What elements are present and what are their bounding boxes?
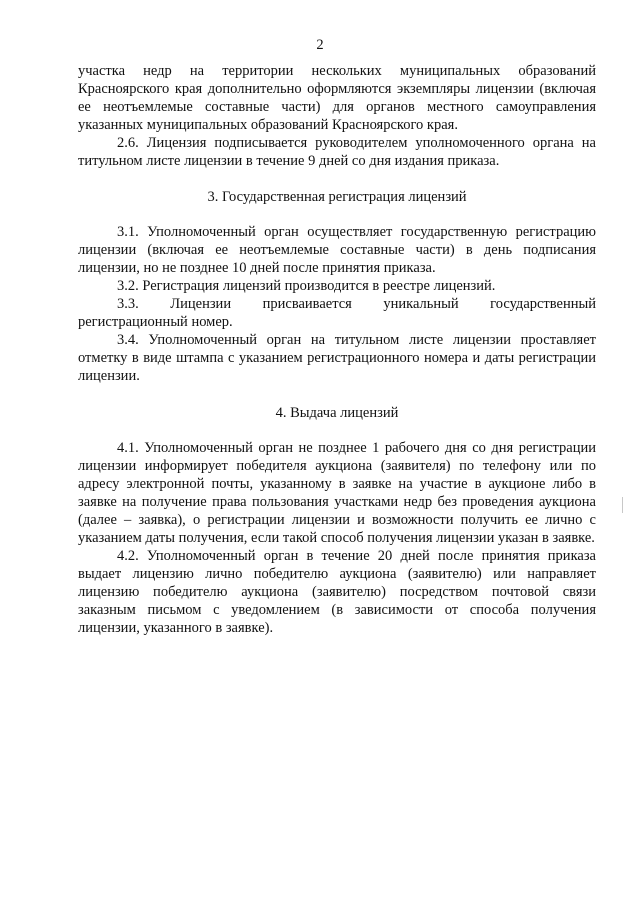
section-3-heading: 3. Государственная регистрация лицензий [207,189,467,205]
paragraph-4-1: 4.1. Уполномоченный орган не позднее 1 рабочего дня со дня регистрации лицензии информирует победителя аукциона (заявителя) по телефону или по адресу электронной почты, указанному в заявке на участие в аукционе либо в заявке на получение права пользования участками недр без проведения аукциона (далее – заявка), о регистрации лицензии и возможности получить ее лично с указанием даты получения, если такой способ получения лицензии указан в заявке. [78,440,596,546]
paragraph-2-5-continuation: участка недр на территории нескольких муниципальных образований Красноярского края дополнительно оформляются экземпляры лицензии (включая ее неотъемлемые составные части) для органов местного самоуправления указанных муниципальных образований Красноярского края. [78,63,596,133]
page-number: 2 [316,37,324,53]
paragraph-3-1: 3.1. Уполномоченный орган осуществляет государственную регистрацию лицензии (включая ее неотъемлемые составные части) в день подписания лицензии, но не позднее 10 дней после принятия приказа. [78,224,596,276]
paragraph-3-4: 3.4. Уполномоченный орган на титульном листе лицензии проставляет отметку в виде штампа с указанием регистрационного номера и даты регистрации лицензии. [78,332,596,384]
paragraph-3-2: 3.2. Регистрация лицензий производится в реестре лицензий. [117,278,496,294]
document-body [78,62,596,637]
section-4-heading: 4. Выдача лицензий [275,405,399,421]
scan-edge-mark [622,497,623,513]
paragraph-4-2: 4.2. Уполномоченный орган в течение 20 дней после принятия приказа выдает лицензию лично победителю аукциона (заявителю) или направляет лицензию победителю аукциона (заявителю) посредством почтовой связи заказным письмом с уведомлением (в зависимости от способа получения лицензии, указанного в заявке). [78,548,596,636]
paragraph-2-6: 2.6. Лицензия подписывается руководителем уполномоченного органа на титульном листе лицензии в течение 9 дней со дня издания приказа. [78,135,596,169]
paragraph-3-3: 3.3. Лицензии присваивается уникальный государственный регистрационный номер. [78,296,596,330]
